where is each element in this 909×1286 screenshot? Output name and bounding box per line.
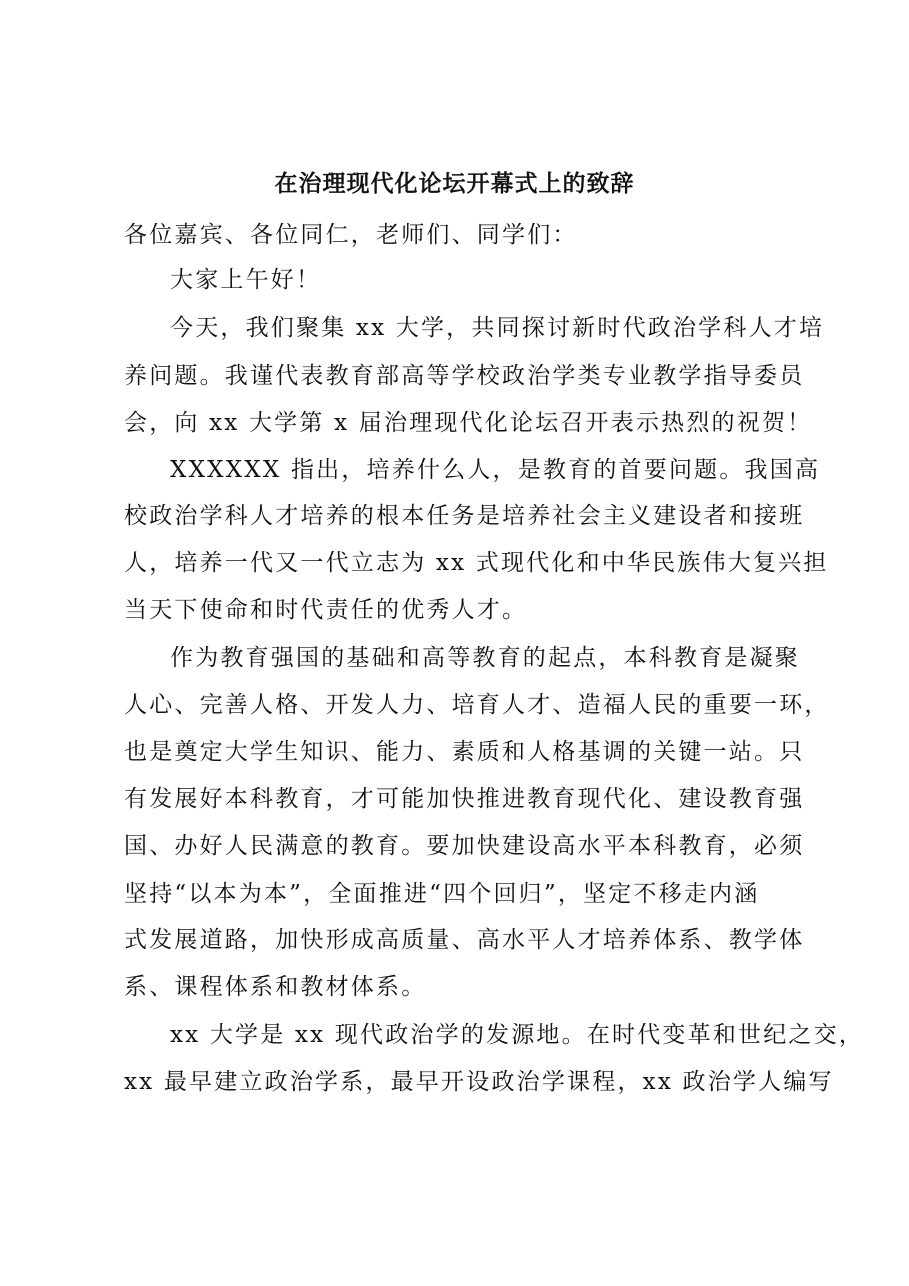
paragraph-line: 人，培养一代又一代立志为 xx 式现代化和中华民族伟大复兴担 — [124, 550, 829, 576]
paragraph-line: 养问题。我谨代表教育部高等学校政治学类专业教学指导委员 — [124, 363, 805, 389]
paragraph-line: 校政治学科人才培养的根本任务是培养社会主义建设者和接班 — [124, 503, 805, 529]
document-title: 在治理现代化论坛开幕式上的致辞 — [274, 170, 635, 197]
paragraph-line: 今天，我们聚集 xx 大学，共同探讨新时代政治学科人才培 — [170, 315, 825, 341]
paragraph-line: 国、办好人民满意的教育。要加快建设高水平本科教育，必须 — [124, 833, 805, 859]
paragraph-line: 式发展道路，加快形成高质量、高水平人才培养体系、教学体 — [124, 927, 805, 953]
paragraph-line: 会，向 xx 大学第 x 届治理现代化论坛召开表示热烈的祝贺！ — [124, 410, 813, 436]
paragraph-line: 人心、完善人格、开发人力、培育人才、造福人民的重要一环， — [124, 692, 830, 718]
paragraph-line: 当天下使命和时代责任的优秀人才。 — [124, 597, 528, 623]
paragraph-line: 也是奠定大学生知识、能力、素质和人格基调的关键一站。只 — [124, 739, 805, 765]
salutation-line: 各位嘉宾、各位同仁，老师们、同学们： — [124, 222, 578, 248]
paragraph-line: xx 大学是 xx 现代政治学的发源地。在时代变革和世纪之交， — [170, 1022, 865, 1048]
paragraph-line: 系、课程体系和教材体系。 — [124, 974, 427, 1000]
paragraph-line: 坚持“以本为本”，全面推进“四个回归”，坚定不移走内涵 — [124, 881, 760, 907]
paragraph-line: 有发展好本科教育，才可能加快推进教育现代化、建设教育强 — [124, 786, 805, 812]
paragraph-line: XXXXXX 指出，培养什么人，是教育的首要问题。我国高 — [170, 457, 821, 483]
paragraph-line: 作为教育强国的基础和高等教育的起点，本科教育是凝聚 — [170, 645, 800, 671]
greeting-line: 大家上午好！ — [170, 267, 322, 293]
paragraph-line: xx 最早建立政治学系，最早开设政治学课程，xx 政治学人编写 — [124, 1069, 834, 1095]
